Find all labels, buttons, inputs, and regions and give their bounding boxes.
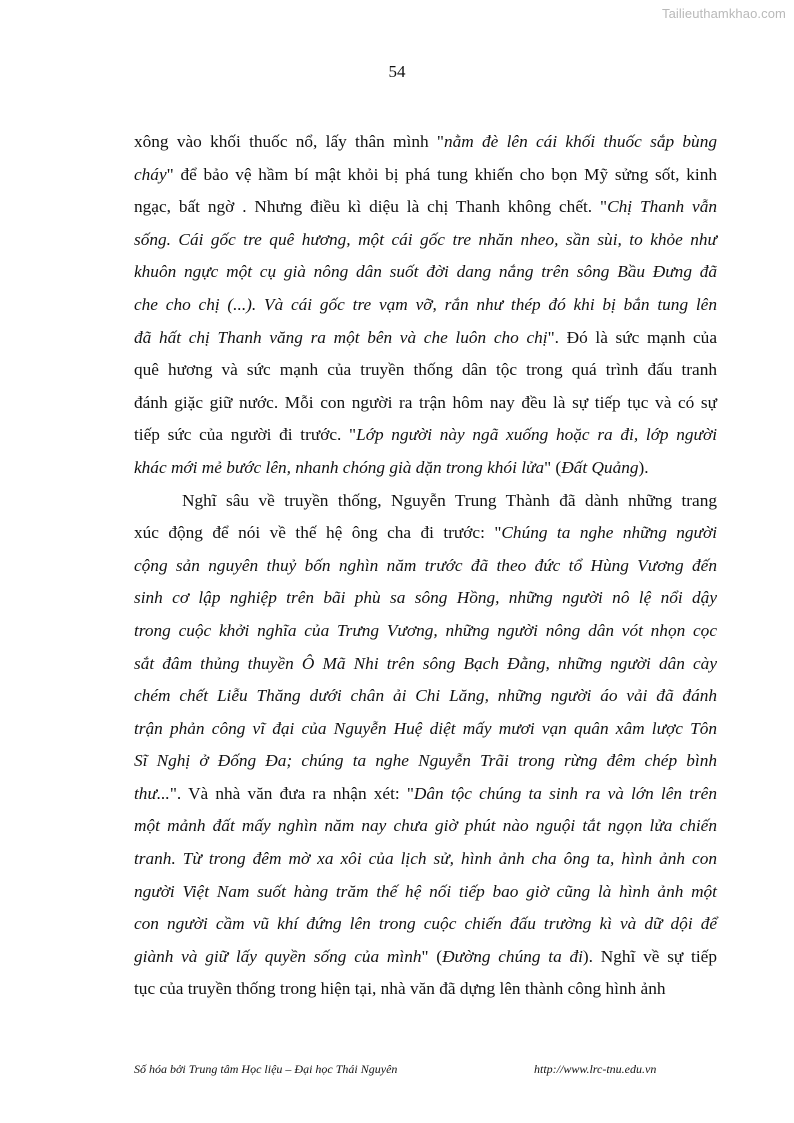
quoted-text: Đường chúng ta đi [442, 946, 583, 966]
text-line [134, 191, 717, 224]
text-line [134, 582, 717, 615]
text-line [134, 517, 717, 550]
footer-url: http://www.lrc-tnu.edu.vn [534, 1062, 657, 1076]
quoted-text: sống. Cái gốc tre quê hương, một cái gốc tre nhăn nheo, sần sùi, to khỏe như [134, 229, 717, 249]
text-segment: ngạc, bất ngờ . Nhưng điều kì diệu là chị Thanh không chết. " [134, 197, 608, 217]
text-segment: " ( [421, 946, 443, 966]
quoted-text: thư... [134, 783, 170, 803]
text-line [134, 159, 717, 192]
quoted-text: người Việt Nam suốt hàng trăm thế hệ nối tiếp bao giờ cũng là hình ảnh một [134, 881, 717, 901]
text-line [134, 126, 717, 159]
text-line [134, 256, 717, 289]
quoted-text: Lớp người này ngã xuống hoặc ra đi, lớp người [356, 425, 718, 445]
text-line [134, 843, 717, 876]
text-line [134, 354, 717, 387]
text-line [134, 941, 717, 974]
page-number: 54 [388, 62, 406, 81]
quoted-text: sắt đâm thủng thuyền Ô Mã Nhi trên sông Bạch Đằng, những người dân cày [134, 653, 717, 673]
text-segment: " ( [544, 457, 562, 477]
text-segment: ). [638, 457, 649, 477]
quoted-text: con người cầm vũ khí đứng lên trong cuộc chiến đấu trường kì và dữ dội để [134, 914, 717, 934]
text-segment: đánh giặc giữ nước. Mỗi con người ra trận hôm nay đều là sự tiếp tục và có sự [134, 392, 717, 412]
text-segment: quê hương và sức mạnh của truyền thống dân tộc trong quá trình đấu tranh [134, 360, 717, 380]
quoted-text: Đất Quảng [561, 457, 639, 477]
text-line [134, 973, 717, 1006]
quoted-text: cháy [134, 164, 167, 184]
quoted-text: tranh. Từ trong đêm mờ xa xôi của lịch sử, hình ảnh cha ông ta, hình ảnh con [134, 849, 717, 869]
text-segment: tiếp sức của người đi trước. " [134, 425, 357, 445]
body-text [134, 126, 717, 1006]
text-segment: ". Và nhà văn đưa ra nhận xét: " [169, 783, 414, 803]
text-line [134, 485, 717, 518]
text-line [134, 615, 717, 648]
quoted-text: Dân tộc chúng ta sinh ra và lớn lên trên [413, 783, 717, 803]
quoted-text: một mảnh đất mấy nghìn năm nay chưa giờ phút nào nguội tắt ngọn lửa chiến [134, 816, 717, 836]
text-segment: ). Nghĩ về sự tiếp [582, 946, 717, 966]
quoted-text: giành và giữ lấy quyền sống của mình [134, 946, 422, 966]
text-segment: ". Đó là sức mạnh của [547, 327, 717, 347]
text-line [134, 713, 717, 746]
text-line [134, 745, 717, 778]
footer-source: Số hóa bởi Trung tâm Học liệu – Đại học Thái Nguyên [134, 1062, 398, 1076]
text-segment: xông vào khối thuốc nổ, lấy thân mình " [134, 132, 444, 151]
watermark: Tailieuthamkhao.com [661, 6, 786, 21]
text-segment: " để bảo vệ hầm bí mật khỏi bị phá tung khiến cho bọn Mỹ sửng sốt, kinh [166, 164, 717, 184]
quoted-text: Sĩ Nghị ở Đống Đa; chúng ta nghe Nguyễn Trãi trong rừng đêm chép bình [134, 751, 717, 771]
quoted-text: khuôn ngực một cụ già nông dân suốt đời dang nắng trên sông Bầu Đưng đã [134, 262, 717, 282]
text-segment: Nghĩ sâu về truyền thống, Nguyễn Trung Thành đã dành những trang [182, 490, 717, 510]
text-line [134, 452, 717, 485]
text-line [134, 680, 717, 713]
text-line [134, 778, 717, 811]
quoted-text: Chị Thanh vẫn [607, 197, 717, 217]
text-segment: tục của truyền thống trong hiện tại, nhà văn đã dựng lên thành công hình ảnh [134, 979, 666, 999]
quoted-text: che cho chị (...). Và cái gốc tre vạm vỡ, rắn như thép đó khi bị bắn tung lên [134, 294, 717, 314]
quoted-text: khác mới mẻ bước lên, nhanh chóng già dặn trong khói lửa [134, 457, 545, 477]
quoted-text: sinh cơ lập nghiệp trên bãi phù sa sông Hồng, những người nô lệ nổi dậy [134, 588, 717, 608]
quoted-text: đã hất chị Thanh văng ra một bên và che luôn cho chị [134, 327, 548, 347]
quoted-text: Chúng ta nghe những người [501, 523, 717, 543]
text-line [134, 322, 717, 355]
text-line [134, 387, 717, 420]
text-line [134, 908, 717, 941]
quoted-text: cộng sản nguyên thuỷ bốn nghìn năm trước đã theo đức tổ Hùng Vương đến [134, 555, 717, 575]
text-line [134, 289, 717, 322]
quoted-text: nằm đè lên cái khối thuốc sắp bùng [443, 132, 717, 151]
text-line [134, 419, 717, 452]
text-segment: xúc động để nói về thế hệ ông cha đi trước: " [134, 523, 502, 543]
quoted-text: trận phản công vĩ đại của Nguyễn Huệ diệt mấy mươi vạn quân xâm lược Tôn [134, 718, 717, 738]
quoted-text: chém chết Liễu Thăng dưới chân ải Chi Lăng, những người áo vải đã đánh [134, 686, 717, 706]
text-line [134, 224, 717, 257]
text-line [134, 648, 717, 681]
quoted-text: trong cuộc khởi nghĩa của Trưng Vương, những người nông dân vót nhọn cọc [134, 620, 717, 640]
text-line [134, 810, 717, 843]
text-line [134, 550, 717, 583]
text-line [134, 876, 717, 909]
